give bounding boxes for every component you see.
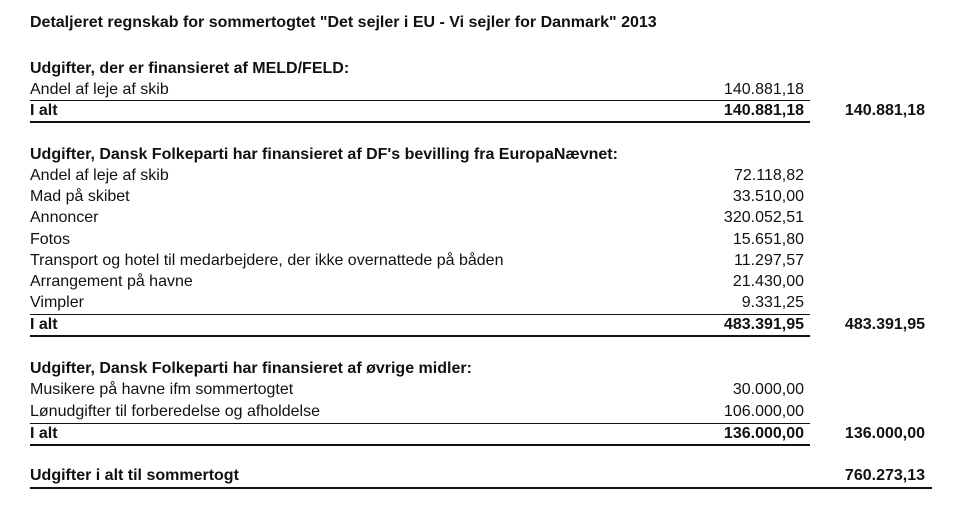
divider: [30, 487, 932, 489]
subtotal-amount: 136.000,00: [723, 425, 804, 442]
document-title: Detaljeret regnskab for sommertogtet "Det sejler i EU - Vi sejler for Danmark" 2013: [30, 14, 657, 31]
section-heading: Udgifter, der er finansieret af MELD/FELD:: [30, 60, 350, 77]
subtotal-label: I alt: [30, 425, 58, 442]
line-item-label: Musikere på havne ifm sommertogtet: [30, 381, 294, 398]
line-item-amount: 11.297,57: [734, 252, 804, 269]
section-heading: Udgifter, Dansk Folkeparti har finansieret af øvrige midler:: [30, 360, 472, 377]
divider: [30, 444, 810, 446]
section-heading: Udgifter, Dansk Folkeparti har finansieret af DF's bevilling fra EuropaNævnet:: [30, 146, 618, 163]
line-item-label: Arrangement på havne: [30, 273, 193, 290]
line-item-amount: 106.000,00: [723, 403, 804, 420]
line-item-amount: 33.510,00: [732, 188, 804, 205]
grand-total-label: Udgifter i alt til sommertogt: [30, 467, 239, 484]
line-item-amount: 140.881,18: [723, 81, 804, 98]
subtotal-amount: 140.881,18: [723, 102, 804, 119]
line-item-label: Annoncer: [30, 209, 99, 226]
line-item-label: Transport og hotel til medarbejdere, der ikke overnattede på båden: [30, 252, 504, 269]
grand-total-amount: 760.273,13: [844, 467, 925, 484]
line-item-amount: 72.118,82: [734, 167, 804, 184]
line-item-label: Lønudgifter til forberedelse og afholdelse: [30, 403, 320, 420]
section-total-amount: 136.000,00: [844, 425, 925, 442]
line-item-amount: 9.331,25: [741, 294, 804, 311]
line-item-label: Andel af leje af skib: [30, 81, 169, 98]
line-item-amount: 21.430,00: [732, 273, 804, 290]
line-item-label: Vimpler: [30, 294, 84, 311]
divider: [30, 335, 810, 337]
subtotal-label: I alt: [30, 316, 58, 333]
section-total-amount: 140.881,18: [844, 102, 925, 119]
line-item-label: Fotos: [30, 231, 71, 248]
line-item-label: Andel af leje af skib: [30, 167, 169, 184]
subtotal-amount: 483.391,95: [723, 316, 804, 333]
line-item-amount: 30.000,00: [732, 381, 804, 398]
section-total-amount: 483.391,95: [844, 316, 925, 333]
line-item-label: Mad på skibet: [30, 188, 130, 205]
line-item-amount: 15.651,80: [732, 231, 804, 248]
line-item-amount: 320.052,51: [723, 209, 804, 226]
divider: [30, 121, 810, 123]
subtotal-label: I alt: [30, 102, 58, 119]
